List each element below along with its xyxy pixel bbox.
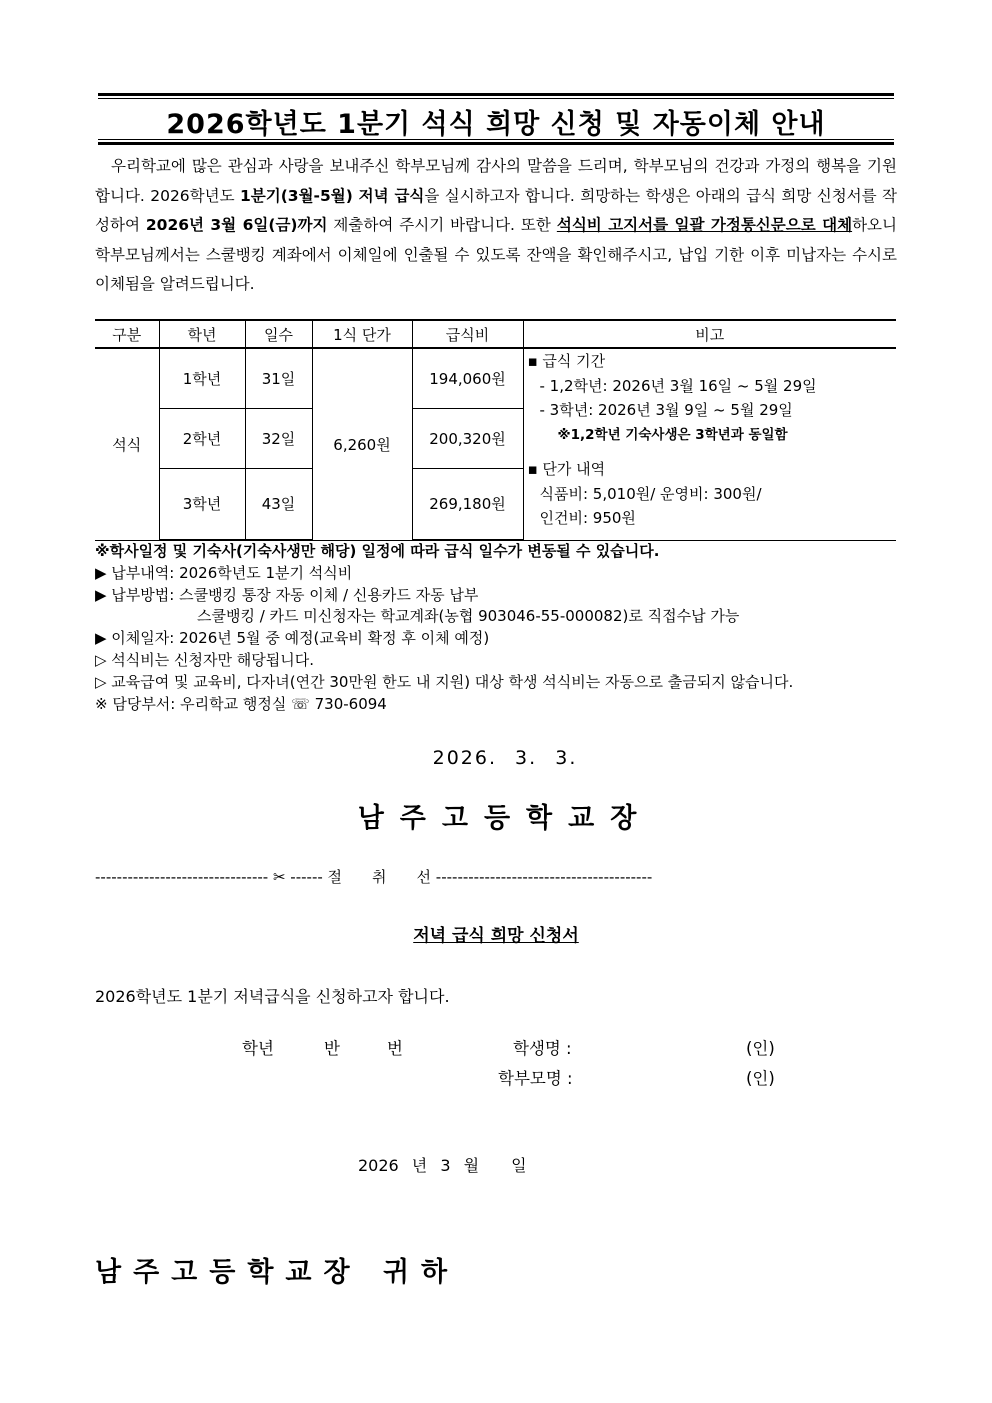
header-days: 일수 [245,320,312,348]
intro-bold-period: 1분기(3월-5월) 저녁 급식 [239,186,425,205]
header-fee: 급식비 [412,320,523,348]
header-unit-price: 1식 단가 [312,320,412,348]
remark-price-detail-2: 인건비: 950원 [539,509,636,527]
application-statement: 2026학년도 1분기 저녁급식을 신청하고자 합니다. [95,987,450,1006]
number-label: 번 [387,1039,403,1058]
contact-note: ※ 담당부서: 우리학교 행정실 ☏ 730-6094 [95,694,387,713]
intro-text-4: 하오니 학부모님께서는 스쿨뱅킹 계좌에서 이체일에 인출될 수 있도록 잔액을 확인해주시고, 납입 기한 이후 미납자는 수시로 이체됨을 알려드립니다. [95,216,897,293]
notes-list [95,541,905,715]
parent-name-label: 학부모명 : [498,1069,573,1088]
intro-underline-notice: 석식비 고지서를 일괄 가정통신문으로 대체 [556,216,853,234]
header-category: 구분 [95,320,159,348]
days-cell: 32일 [245,408,312,468]
header-grade: 학년 [159,320,245,348]
payment-method: ▶ 납부방법: 스쿨뱅킹 통장 자동 이체 / 신용카드 자동 납부 [95,585,479,604]
schedule-note: ※학사일정 및 기숙사(기숙사생만 해당) 일정에 따라 급식 일수가 변동될 수 있습니다. [95,542,660,560]
grade-label: 학년 [242,1039,274,1058]
application-date: 2026 년 3 월 일 [358,1156,527,1175]
application-title: 저녁 급식 희망 신청서 [413,926,579,946]
fee-cell: 269,180원 [412,468,523,540]
category-cell: 석식 [95,348,159,540]
class-label: 반 [324,1039,340,1058]
fee-cell: 200,320원 [412,408,523,468]
intro-paragraph [95,152,897,300]
days-cell: 43일 [245,468,312,540]
transfer-date: ▶ 이체일자: 2026년 5월 중 예정(교육비 확정 후 이체 예정) [95,629,490,648]
grade-cell: 3학년 [159,468,245,540]
student-name-label: 학생명 : [513,1039,572,1058]
unit-price-cell: 6,260원 [312,348,412,540]
grade-cell: 2학년 [159,408,245,468]
notice-date: 2026. 3. 3. [432,747,578,769]
applicant-only-note: ▷ 석식비는 신청자만 해당됩니다. [95,650,314,669]
intro-text-2: 을 실시하고자 합니다. 희망하는 학생은 아래의 급식 희망 신청서를 작성하여 [95,186,897,234]
title-box [98,93,894,145]
remark-period-heading: ▪ 급식 기간 [527,352,606,370]
grade-cell: 1학년 [159,348,245,408]
cut-line: -------------------------------- ✂ ------ 절 취 선 ---------------------------------------- [95,868,653,886]
page-title: 2026학년도 1분기 석식 희망 신청 및 자동이체 안내 [166,109,826,140]
intro-text-1: 우리학교에 많은 관심과 사랑을 보내주신 학부모님께 감사의 말씀을 드리며, 학부모님의 건강과 가정의 행복을 기원합니다. 2026학년도 [95,157,897,205]
remarks-cell [523,348,896,540]
intro-text-3: 제출하여 주시기 바랍니다. 또한 [327,216,557,234]
table-row [95,348,896,408]
exemption-note: ▷ 교육급여 및 교육비, 다자녀(연간 30만원 한도 내 지원) 대상 학생 석식비는 자동으로 출금되지 않습니다. [95,672,794,691]
remark-price-heading: ▪ 단가 내역 [527,460,606,478]
remark-price-detail-1: 식품비: 5,010원/ 운영비: 300원/ [539,484,762,503]
remark-period-1-2: - 1,2학년: 2026년 3월 16일 ~ 5월 29일 [539,376,817,395]
header-remarks: 비고 [523,320,896,348]
remark-dorm-note: ※1,2학년 기숙사생은 3학년과 동일함 [557,426,788,443]
application-title-wrap [0,921,992,946]
recipient: 남주고등학교장 귀하 [95,1257,460,1288]
fee-table [95,319,896,541]
days-cell: 31일 [245,348,312,408]
fee-cell: 194,060원 [412,348,523,408]
principal-signature: 남주고등학교장 [357,803,653,834]
table-header-row [95,320,896,348]
payment-item: ▶ 납부내역: 2026학년도 1분기 석식비 [95,563,353,582]
parent-seal: (인) [746,1069,775,1088]
student-seal: (인) [746,1039,775,1058]
remark-period-3: - 3학년: 2026년 3월 9일 ~ 5월 29일 [539,401,793,419]
payment-method-detail: 스쿨뱅킹 / 카드 미신청자는 학교계좌(농협 903046-55-000082)로 직접수납 가능 [197,607,740,626]
intro-bold-deadline: 2026년 3월 6일(금)까지 [145,216,328,234]
